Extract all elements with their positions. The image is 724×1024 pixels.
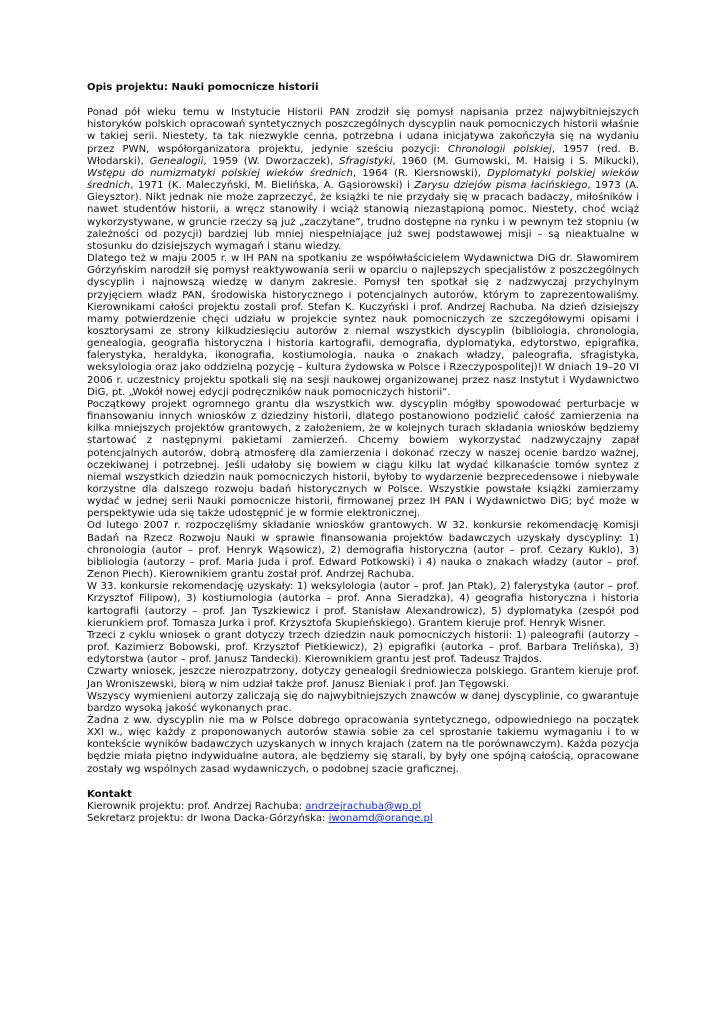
manager-label: Kierownik projektu: prof. Andrzej Rachuba: — [87, 800, 306, 812]
paragraph-33-konkurs: W 33. konkursie rekomendację uzyskały: 1) weksylologia (autor – prof. Jan Ptak), 2) falerystyka (autor – prof. Krzysztof Filipow), 3) kostiumologia (autorka – prof. Anna Sieradzka), 4) geografia historyczna i historia kartografii (autorzy – prof. Jan Tyszkiewicz i prof. Stanisław Alexandrowicz), 5) dyplomatyka (zespół pod kierunkiem prof. Tomasza Jurka i prof. Krzysztofa Skupieńskiego). Grantem kieruje prof. Henryk Wisner. — [87, 581, 639, 629]
paragraph-intro — [87, 107, 639, 253]
p1-text-c: , 1959 (W. Dworzaczek), — [203, 155, 340, 167]
title-genealogia: Genealogii — [149, 155, 204, 167]
spacer — [87, 776, 639, 789]
p1-text-d: , 1960 (M. Gumowski, M. Haisig i S. Mikucki), — [392, 155, 639, 167]
p1-text-a: Ponad pół wieku temu w Instytucie Historii PAN zrodził się pomysł napisania przez najwybitniejszych historyków polskich opracowań syntetycznych poszczególnych dyscyplin nauk pomocniczych historii właśnie w takiej serii. Niestety, ta tak niezwykle cenna, potrzebna i udana inicjatywa zakończyła się na wydaniu przez PWN, współorganizatora projektu, jedynie sześciu pozycji: — [87, 107, 639, 155]
p1-text-g: , 1973 (A. Gieysztor). Nikt jednak nie może zaprzeczyć, że książki te nie przydały się w pracach badaczy, miłośników i nawet studentów historii, a wręcz stanowiły i wciąż stanowią niezastąpioną pomoc. Niestety, choć wciąż wykorzystywane, w gruncie rzeczy są już „zaczytane”, trudno dostępne na rynku i w pewnym też stopniu (w zależności od pozycji) bardziej lub mniej niespełniające już swej podstawowej misji – są nieaktualne w stosunku do dzisiejszych wymagań i stanu wiedzy. — [87, 180, 640, 252]
paragraph-2005: Dlatego też w maju 2005 r. w IH PAN na spotkaniu ze współwłaścicielem Wydawnictwa DiG dr. Sławomirem Górzyńskim narodził się pomysł reaktywowania serii w oparciu o najlepszych specjalistów z poszczególnych dyscyplin i najnowszą wiedzę w danym zakresie. Pomysł ten spotkał się z nadzwyczaj przychylnym przyjęciem władz PAN, środowiska historycznego i potencjalnych autorów, którym to zaprezentowaliśmy. Kierownikami całości projektu zostali prof. Stefan K. Kuczyński i prof. Andrzej Rachuba. Na dzień dzisiejszy mamy potwierdzenie chęci udziału w projekcie syntez nauk pomocniczych ze szczegółowymi opisami i kosztorysami ze strony kilkudziesięciu autorów z niemal wszystkich dyscyplin (bibliologia, chronologia, genealogia, geografia historyczna i historia kartografii, demografia, dyplomatyka, edytorstwo, epigrafika, falerystyka, heraldyka, ikonografia, kostiumologia, nauka o znakach władzy, paleografia, sfragistyka, weksylologia oraz jako oddzielną pozycję – kultura żydowska w Polsce i Rzeczypospolitej)! W dniach 19–20 VI 2006 r. uczestnicy projektu spotkali się na sesji naukowej organizowanej przez nasz Instytut i Wydawnictwo DiG, pt. „Wokół nowej edycji podręczników nauk pomocniczych historii”. — [87, 253, 639, 398]
p1-text-e: , 1964 (R. Kiersnowski), — [352, 167, 488, 179]
paragraph-summary: Żadna z ww. dyscyplin nie ma w Polsce dobrego opracowania syntetycznego, odpowiedniego na początek XXI w., więc każdy z proponowanych autorów stawia sobie za cel sprostanie takiemu wymaganiu i to w kontekście wyników badawczych uzyskanych w innych krajach (zatem na tle porównawczym). Każda pozycja będzie miała piętno indywidualne autora, ale będziemy się starali, by były one spójną całością, opracowane zostały wg wspólnych zasad wydawniczych, o podobnej szacie graficznej. — [87, 714, 639, 775]
paragraph-authors: Wszyscy wymienieni autorzy zaliczają się do najwybitniejszych znawców w danej dyscyplinie, co gwarantuje bardzo wysoką jakość wykonanych prac. — [87, 690, 639, 714]
paragraph-fourth-grant: Czwarty wniosek, jeszcze nierozpatrzony, dotyczy genealogii średniowiecza polskiego. Grantem kieruje prof. Jan Wroniszewski, biorą w nim udział także prof. Janusz Bieniak i prof. Jan Tęgowski. — [87, 666, 639, 690]
title-dyplomatyka: Dyplomatyki polskiej wieków średnich — [87, 167, 639, 192]
secretary-email-link[interactable]: iwonamd@orange.pl — [328, 813, 433, 825]
secretary-label: Sekretarz projektu: dr Iwona Dacka-Górzyńska: — [87, 813, 329, 825]
title-sfragistyka: Sfragistyki — [339, 155, 393, 167]
contact-heading: Kontakt — [87, 788, 132, 800]
paragraph-third-grant: Trzeci z cyklu wniosek o grant dotyczy trzech dziedzin nauk pomocniczych historii: 1) paleografii (autorzy – prof. Kazimierz Bobowski, prof. Krzysztof Pietkiewicz), 2) epigrafiki (autorka – prof. Barbara Trelińska), 3) edytorstwa (autor – prof. Janusz Tandecki). Kierownikiem grantu jest prof. Tadeusz Trajdos. — [87, 629, 639, 666]
document-page — [87, 82, 639, 825]
title-chronologia: Chronologii polskiej — [448, 143, 552, 155]
page-title: Opis projektu: Nauki pomocnicze historii — [87, 82, 319, 93]
manager-email-link[interactable]: andrzejrachuba@wp.pl — [305, 800, 422, 812]
title-pismo: Zarysu dziejów pisma łacińskiego — [414, 180, 588, 192]
contact-line-manager — [87, 801, 639, 813]
title-numizmatyka: Wstępu do numizmatyki polskiej wieków średnich — [87, 167, 353, 179]
paragraph-grants-plan: Początkowy projekt ogromnego grantu dla wszystkich ww. dyscyplin mógłby spowodować perturbacje w finansowaniu innych wniosków z dziedziny historii, dlatego postanowiono podzielić całość zamierzenia na kilka mniejszych projektów grantowych, z założeniem, że w kolejnych turach składania wniosków będziemy startować z następnymi pakietami zamierzeń. Chcemy bowiem wykorzystać nadzwyczajny zapał potencjalnych autorów, dobrą atmosferę dla zamierzenia i dokonać rzeczy w naszej ocenie bardzo ważnej, oczekiwanej i potrzebnej. Jeśli udałoby się bowiem w ciągu kilku lat wydać kilkanaście tomów syntez z niemal wszystkich dziedzin nauk pomocniczych historii, byłoby to wydarzenie bezprecedensowe i niebywale korzystne dla dalszego rozwoju badań historycznych w Polsce. Wszystkie powstałe książki zamierzamy wydać w jednej serii Nauki pomocnicze historii, firmowanej przez IH PAN i Wydawnictwo DiG; być może w perspektywie uda się także udostępnić je w formie elektronicznej. — [87, 398, 639, 520]
paragraph-32-konkurs: Od lutego 2007 r. rozpoczęliśmy składanie wniosków grantowych. W 32. konkursie rekomendację Komisji Badań na Rzecz Rozwoju Nauki w sprawie finansowania projektów badawczych uzyskały dyscypliny: 1) chronologia (autor – prof. Henryk Wąsowicz), 2) demografia historyczna (autor – prof. Cezary Kuklo), 3) bibliologia (autorzy – prof. Maria Juda i prof. Edward Potkowski) i 4) nauka o znakach władzy (autor – prof. Zenon Piech). Kierownikiem grantu został prof. Andrzej Rachuba. — [87, 520, 639, 581]
p1-text-b: , 1957 (red. B. Włodarski), — [87, 143, 639, 167]
p1-text-f: , 1971 (K. Maleczyński, M. Bielińska, A. Gąsiorowski) i — [130, 180, 415, 192]
contact-line-secretary — [87, 813, 639, 825]
